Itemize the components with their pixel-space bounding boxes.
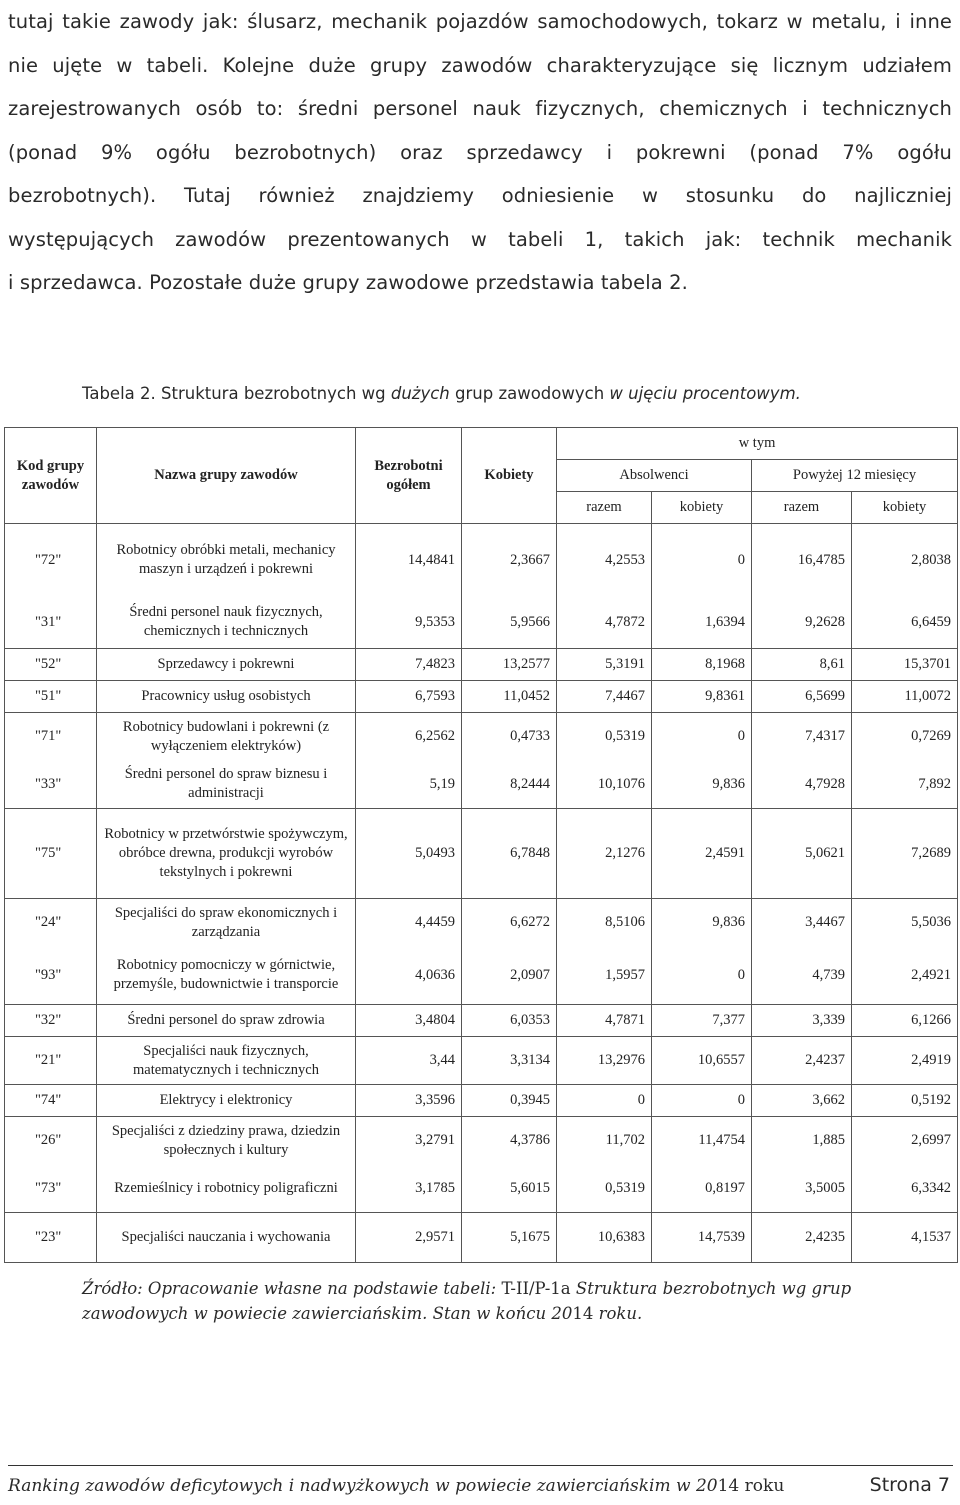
cell-value: 0 <box>652 1085 752 1117</box>
cell-value: 3,3596 <box>356 1085 462 1117</box>
source-text: T-II/P-1a <box>501 1279 571 1298</box>
cell-value: 8,61 <box>752 649 852 681</box>
cell-name: Specjaliści nauczania i wychowania <box>97 1213 356 1263</box>
table-row <box>5 809 958 899</box>
footer-text: Ranking zawodów deficytowych i nadwyżkowych w powiecie zawierciańskim w 20 <box>8 1476 718 1496</box>
table-row <box>5 1005 958 1037</box>
cell-value: 3,4467 <box>752 899 852 947</box>
source-text: Struktura bezrobotnych wg grup zawodowych w powiecie zawierciańskim. Stan w końcu 20 <box>82 1279 852 1323</box>
header-kobiety: kobiety <box>652 492 752 524</box>
header-razem: razem <box>557 492 652 524</box>
table-row <box>5 681 958 713</box>
cell-value: 7,377 <box>652 1005 752 1037</box>
cell-value: 6,7593 <box>356 681 462 713</box>
cell-value: 9,2628 <box>752 597 852 649</box>
cell-code: "32" <box>5 1005 97 1037</box>
cell-value: 5,19 <box>356 761 462 809</box>
paragraph-line: nie ujęte w tabeli. Kolejne duże grupy zawodów charakteryzujące się licznym udziałem <box>8 53 952 77</box>
footer-divider <box>8 1465 953 1466</box>
caption-text: grup zawodowych <box>449 384 610 403</box>
cell-value: 3,1785 <box>356 1165 462 1213</box>
header-kobiety: kobiety <box>852 492 958 524</box>
cell-value: 5,0493 <box>356 809 462 899</box>
cell-value: 8,1968 <box>652 649 752 681</box>
cell-value: 1,885 <box>752 1117 852 1165</box>
cell-code: "72" <box>5 524 97 597</box>
cell-value: 7,4317 <box>752 713 852 761</box>
header-code: Kod grupy zawodów <box>5 428 97 524</box>
cell-name: Robotnicy obróbki metali, mechanicy maszyn i urządzeń i pokrewni <box>97 524 356 597</box>
page-number: Strona 7 <box>869 1474 950 1496</box>
cell-name: Rzemieślnicy i robotnicy poligraficzni <box>97 1165 356 1213</box>
source-text: Źródło: Opracowanie własne na podstawie tabeli: <box>82 1279 502 1298</box>
cell-name: Specjaliści nauk fizycznych, matematycznych i technicznych <box>97 1037 356 1085</box>
cell-value: 4,2553 <box>557 524 652 597</box>
cell-code: "75" <box>5 809 97 899</box>
cell-code: "52" <box>5 649 97 681</box>
footer-title <box>8 1476 784 1496</box>
table-row <box>5 713 958 761</box>
cell-value: 6,3342 <box>852 1165 958 1213</box>
body-paragraph <box>8 0 952 305</box>
cell-value: 0 <box>557 1085 652 1117</box>
cell-value: 0,5192 <box>852 1085 958 1117</box>
cell-value: 4,3786 <box>462 1117 557 1165</box>
paragraph-line: (ponad 9% ogółu bezrobotnych) oraz sprzedawcy i pokrewni (ponad 7% ogółu <box>8 140 952 164</box>
cell-value: 0,5319 <box>557 1165 652 1213</box>
cell-value: 11,4754 <box>652 1117 752 1165</box>
cell-name: Średni personel do spraw biznesu i administracji <box>97 761 356 809</box>
cell-value: 6,7848 <box>462 809 557 899</box>
header-graduates: Absolwenci <box>557 460 752 492</box>
cell-value: 1,6394 <box>652 597 752 649</box>
header-total: Bezrobotni ogółem <box>356 428 462 524</box>
cell-value: 6,6272 <box>462 899 557 947</box>
paragraph-line: tutaj takie zawody jak: ślusarz, mechanik pojazdów samochodowych, tokarz w metalu, i inne <box>8 10 952 33</box>
cell-value: 16,4785 <box>752 524 852 597</box>
cell-value: 0,8197 <box>652 1165 752 1213</box>
cell-name: Specjaliści do spraw ekonomicznych i zarządzania <box>97 899 356 947</box>
cell-value: 5,9566 <box>462 597 557 649</box>
cell-code: "33" <box>5 761 97 809</box>
caption-italic: dużych <box>390 384 450 403</box>
cell-value: 7,892 <box>852 761 958 809</box>
cell-value: 0,5319 <box>557 713 652 761</box>
cell-value: 4,7871 <box>557 1005 652 1037</box>
cell-value: 2,4921 <box>852 947 958 1005</box>
cell-value: 2,6997 <box>852 1117 958 1165</box>
cell-value: 11,0072 <box>852 681 958 713</box>
cell-value: 5,1675 <box>462 1213 557 1263</box>
cell-value: 15,3701 <box>852 649 958 681</box>
table-row <box>5 1213 958 1263</box>
table-row <box>5 1165 958 1213</box>
cell-code: "23" <box>5 1213 97 1263</box>
caption-text: Tabela 2. Struktura bezrobotnych wg <box>82 384 391 403</box>
table-caption <box>82 384 801 403</box>
cell-value: 1,5957 <box>557 947 652 1005</box>
table-row <box>5 1037 958 1085</box>
cell-value: 2,9571 <box>356 1213 462 1263</box>
cell-code: "51" <box>5 681 97 713</box>
cell-value: 2,4237 <box>752 1037 852 1085</box>
cell-name: Robotnicy w przetwórstwie spożywczym, obróbce drewna, produkcji wyrobów tekstylnych i pokrewni <box>97 809 356 899</box>
cell-value: 0,7269 <box>852 713 958 761</box>
cell-value: 9,5353 <box>356 597 462 649</box>
table-row <box>5 1085 958 1117</box>
paragraph-line: zarejestrowanych osób to: średni personel nauk fizycznych, chemicznych i technicznych <box>8 97 952 120</box>
cell-value: 5,6015 <box>462 1165 557 1213</box>
cell-value: 4,739 <box>752 947 852 1005</box>
cell-value: 5,3191 <box>557 649 652 681</box>
cell-value: 11,702 <box>557 1117 652 1165</box>
cell-code: "74" <box>5 1085 97 1117</box>
cell-value: 13,2577 <box>462 649 557 681</box>
header-razem: razem <box>752 492 852 524</box>
cell-value: 3,5005 <box>752 1165 852 1213</box>
cell-value: 3,339 <box>752 1005 852 1037</box>
cell-value: 4,7928 <box>752 761 852 809</box>
cell-value: 0 <box>652 524 752 597</box>
header-long-term: Powyżej 12 miesięcy <box>752 460 958 492</box>
cell-name: Średni personel nauk fizycznych, chemicznych i technicznych <box>97 597 356 649</box>
cell-code: "21" <box>5 1037 97 1085</box>
cell-value: 7,2689 <box>852 809 958 899</box>
cell-value: 10,6383 <box>557 1213 652 1263</box>
cell-value: 10,1076 <box>557 761 652 809</box>
caption-italic: w ujęciu procentowym. <box>609 384 801 403</box>
cell-code: "71" <box>5 713 97 761</box>
cell-value: 4,7872 <box>557 597 652 649</box>
table-row <box>5 649 958 681</box>
cell-value: 0 <box>652 713 752 761</box>
source-text: roku. <box>593 1304 643 1323</box>
cell-value: 6,1266 <box>852 1005 958 1037</box>
cell-value: 6,0353 <box>462 1005 557 1037</box>
cell-value: 4,4459 <box>356 899 462 947</box>
cell-value: 9,8361 <box>652 681 752 713</box>
cell-value: 5,0621 <box>752 809 852 899</box>
cell-value: 4,0636 <box>356 947 462 1005</box>
cell-name: Sprzedawcy i pokrewni <box>97 649 356 681</box>
cell-value: 3,2791 <box>356 1117 462 1165</box>
cell-value: 13,2976 <box>557 1037 652 1085</box>
cell-value: 0,4733 <box>462 713 557 761</box>
cell-name: Elektrycy i elektronicy <box>97 1085 356 1117</box>
table-row <box>5 761 958 809</box>
paragraph-line: bezrobotnych). Tutaj również znajdziemy odniesienie w stosunku do najliczniej <box>8 184 952 207</box>
cell-name: Specjaliści z dziedziny prawa, dziedzin społecznych i kultury <box>97 1117 356 1165</box>
cell-value: 4,1537 <box>852 1213 958 1263</box>
table-row <box>5 1117 958 1165</box>
cell-name: Średni personel do spraw zdrowia <box>97 1005 356 1037</box>
cell-code: "26" <box>5 1117 97 1165</box>
header-in-which: w tym <box>557 428 958 460</box>
cell-name: Robotnicy pomocniczy w górnictwie, przemyśle, budownictwie i transporcie <box>97 947 356 1005</box>
cell-value: 6,2562 <box>356 713 462 761</box>
cell-value: 6,6459 <box>852 597 958 649</box>
cell-value: 7,4823 <box>356 649 462 681</box>
paragraph-line: występujących zawodów prezentowanych w tabeli 1, takich jak: technik mechanik <box>8 227 952 251</box>
source-text: 14 <box>572 1304 594 1323</box>
cell-value: 7,4467 <box>557 681 652 713</box>
cell-value: 2,4235 <box>752 1213 852 1263</box>
source-note <box>82 1276 902 1326</box>
cell-value: 3,3134 <box>462 1037 557 1085</box>
cell-value: 2,8038 <box>852 524 958 597</box>
cell-value: 0,3945 <box>462 1085 557 1117</box>
cell-name: Robotnicy budowlani i pokrewni (z wyłączeniem elektryków) <box>97 713 356 761</box>
cell-name: Pracownicy usług osobistych <box>97 681 356 713</box>
cell-value: 14,4841 <box>356 524 462 597</box>
paragraph-line: i sprzedawca. Pozostałe duże grupy zawodowe przedstawia tabela 2. <box>8 271 688 294</box>
cell-value: 2,3667 <box>462 524 557 597</box>
cell-value: 11,0452 <box>462 681 557 713</box>
footer-text: roku <box>739 1476 785 1496</box>
cell-value: 8,5106 <box>557 899 652 947</box>
table-row <box>5 947 958 1005</box>
cell-value: 2,0907 <box>462 947 557 1005</box>
cell-value: 0 <box>652 947 752 1005</box>
cell-value: 14,7539 <box>652 1213 752 1263</box>
table-row <box>5 899 958 947</box>
cell-code: "31" <box>5 597 97 649</box>
footer-text: 14 <box>717 1476 740 1496</box>
cell-value: 6,5699 <box>752 681 852 713</box>
cell-code: "73" <box>5 1165 97 1213</box>
cell-value: 5,5036 <box>852 899 958 947</box>
cell-value: 2,4919 <box>852 1037 958 1085</box>
table-row <box>5 597 958 649</box>
cell-code: "24" <box>5 899 97 947</box>
cell-value: 3,662 <box>752 1085 852 1117</box>
unemployment-table <box>4 427 958 1263</box>
cell-value: 2,1276 <box>557 809 652 899</box>
cell-value: 3,4804 <box>356 1005 462 1037</box>
header-women: Kobiety <box>462 428 557 524</box>
cell-value: 9,836 <box>652 899 752 947</box>
table-row <box>5 524 958 597</box>
cell-value: 3,44 <box>356 1037 462 1085</box>
cell-value: 9,836 <box>652 761 752 809</box>
cell-value: 2,4591 <box>652 809 752 899</box>
cell-value: 8,2444 <box>462 761 557 809</box>
cell-code: "93" <box>5 947 97 1005</box>
cell-value: 10,6557 <box>652 1037 752 1085</box>
header-name: Nazwa grupy zawodów <box>97 428 356 524</box>
